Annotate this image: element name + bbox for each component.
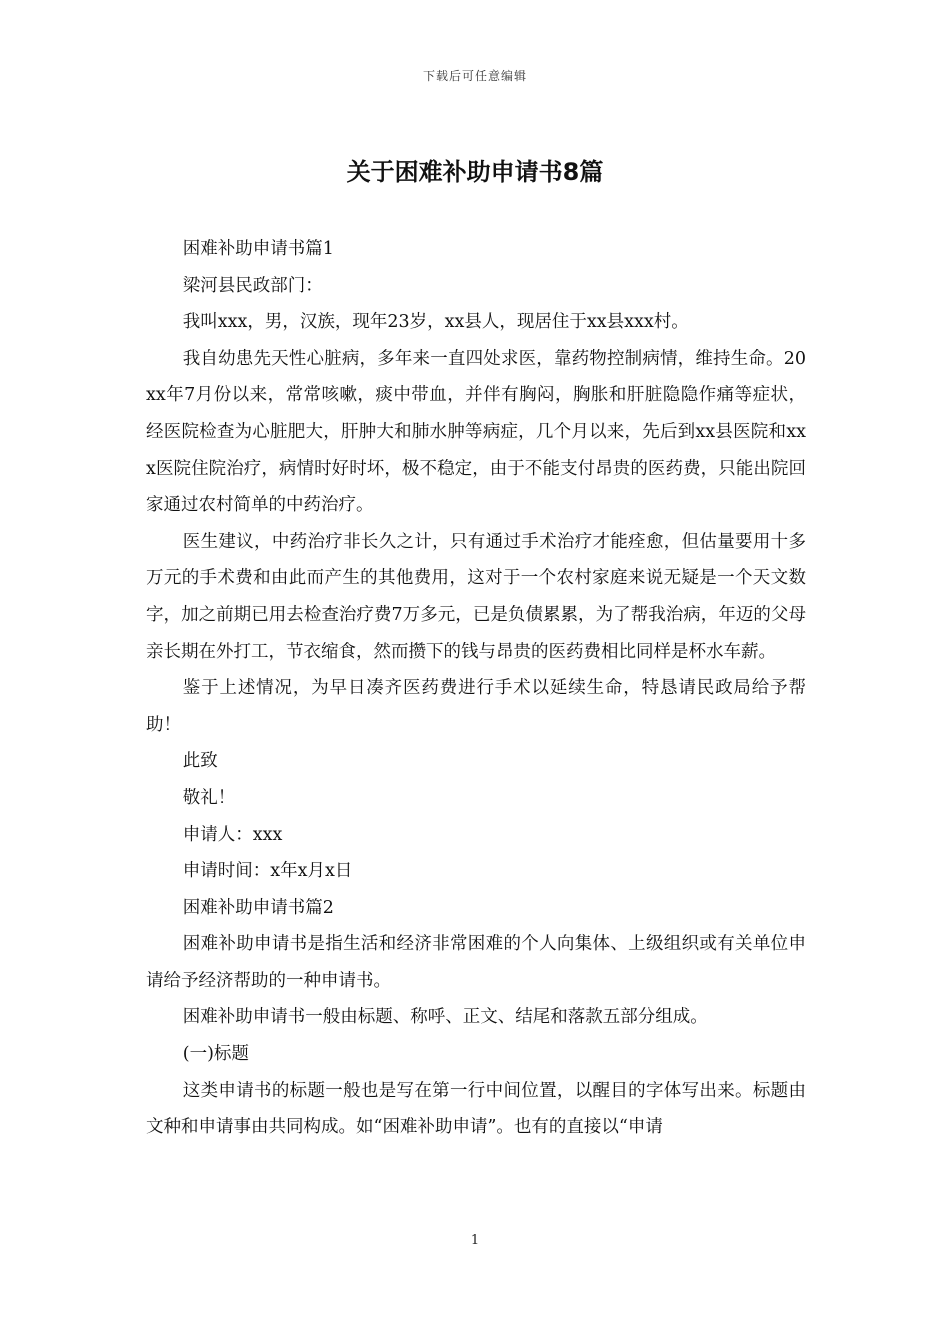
closing-jingli: 敬礼！ [182,787,236,808]
paragraph-treatment: 医生建议，中药治疗非长久之计，只有通过手术治疗才能痊愈，但估量要用十多万元的手术费和由此而产生的其他费用，这对于一个农村家庭来说无疑是一个天文数字，加之前期已用去检查治疗费7万多元，已是负债累累，为了帮我治病，年迈的父母亲长期在外打工，节衣缩食，然而攒下的钱与昂贵的医药费相比同样是杯水车薪。 [146,531,806,662]
subheading-title: (一)标题 [182,1044,249,1065]
applicant-line: 申请人：xxx [182,824,283,845]
section-heading-1: 困难补助申请书篇1 [182,239,334,259]
paragraph-request: 鉴于上述情况，为早日凑齐医药费进行手术以延续生命，特恳请民政局给予帮助！ [146,678,806,735]
section-heading-2: 困难补助申请书篇2 [182,897,334,918]
header-note: 下载后可任意编辑 [422,69,527,83]
paragraph-illness: 我自幼患先天性心脏病，多年来一直四处求医，靠药物控制病情，维持生命。20xx年7月份以来，常常咳嗽，痰中带血，并伴有胸闷，胸胀和肝脏隐隐作痛等症状，经医院检查为心脏肥大，肝肿大和肺水肿等病症，几个月以来，先后到xx县医院和xxx医院住院治疗，病情时好时坏，极不稳定，由于不能支付昂贵的医药费，只能出院回家通过农村简单的中药治疗。 [146,348,806,516]
paragraph-structure: 困难补助申请书一般由标题、称呼、正文、结尾和落款五部分组成。 [182,1007,708,1028]
closing-cizhi: 此致 [182,751,218,772]
paragraph-title-rule: 这类申请书的标题一般也是写在第一行中间位置，以醒目的字体写出来。标题由文种和申请事由共同构成。如“困难补助申请”。也有的直接以“申请 [146,1080,806,1138]
salutation: 梁河县民政部门： [182,275,323,296]
document-body [146,231,806,1146]
paragraph-definition: 困难补助申请书是指生活和经济非常困难的个人向集体、上级组织或有关单位申请给予经济帮助的一种申请书。 [146,934,806,991]
paragraph-intro: 我叫xxx，男，汉族，现年23岁，xx县人，现居住于xx县xxx村。 [182,312,689,333]
page-number: 1 [470,1233,480,1248]
date-line: 申请时间：x年x月x日 [182,861,353,882]
document-title: 关于困难补助申请书8篇 [346,158,604,186]
